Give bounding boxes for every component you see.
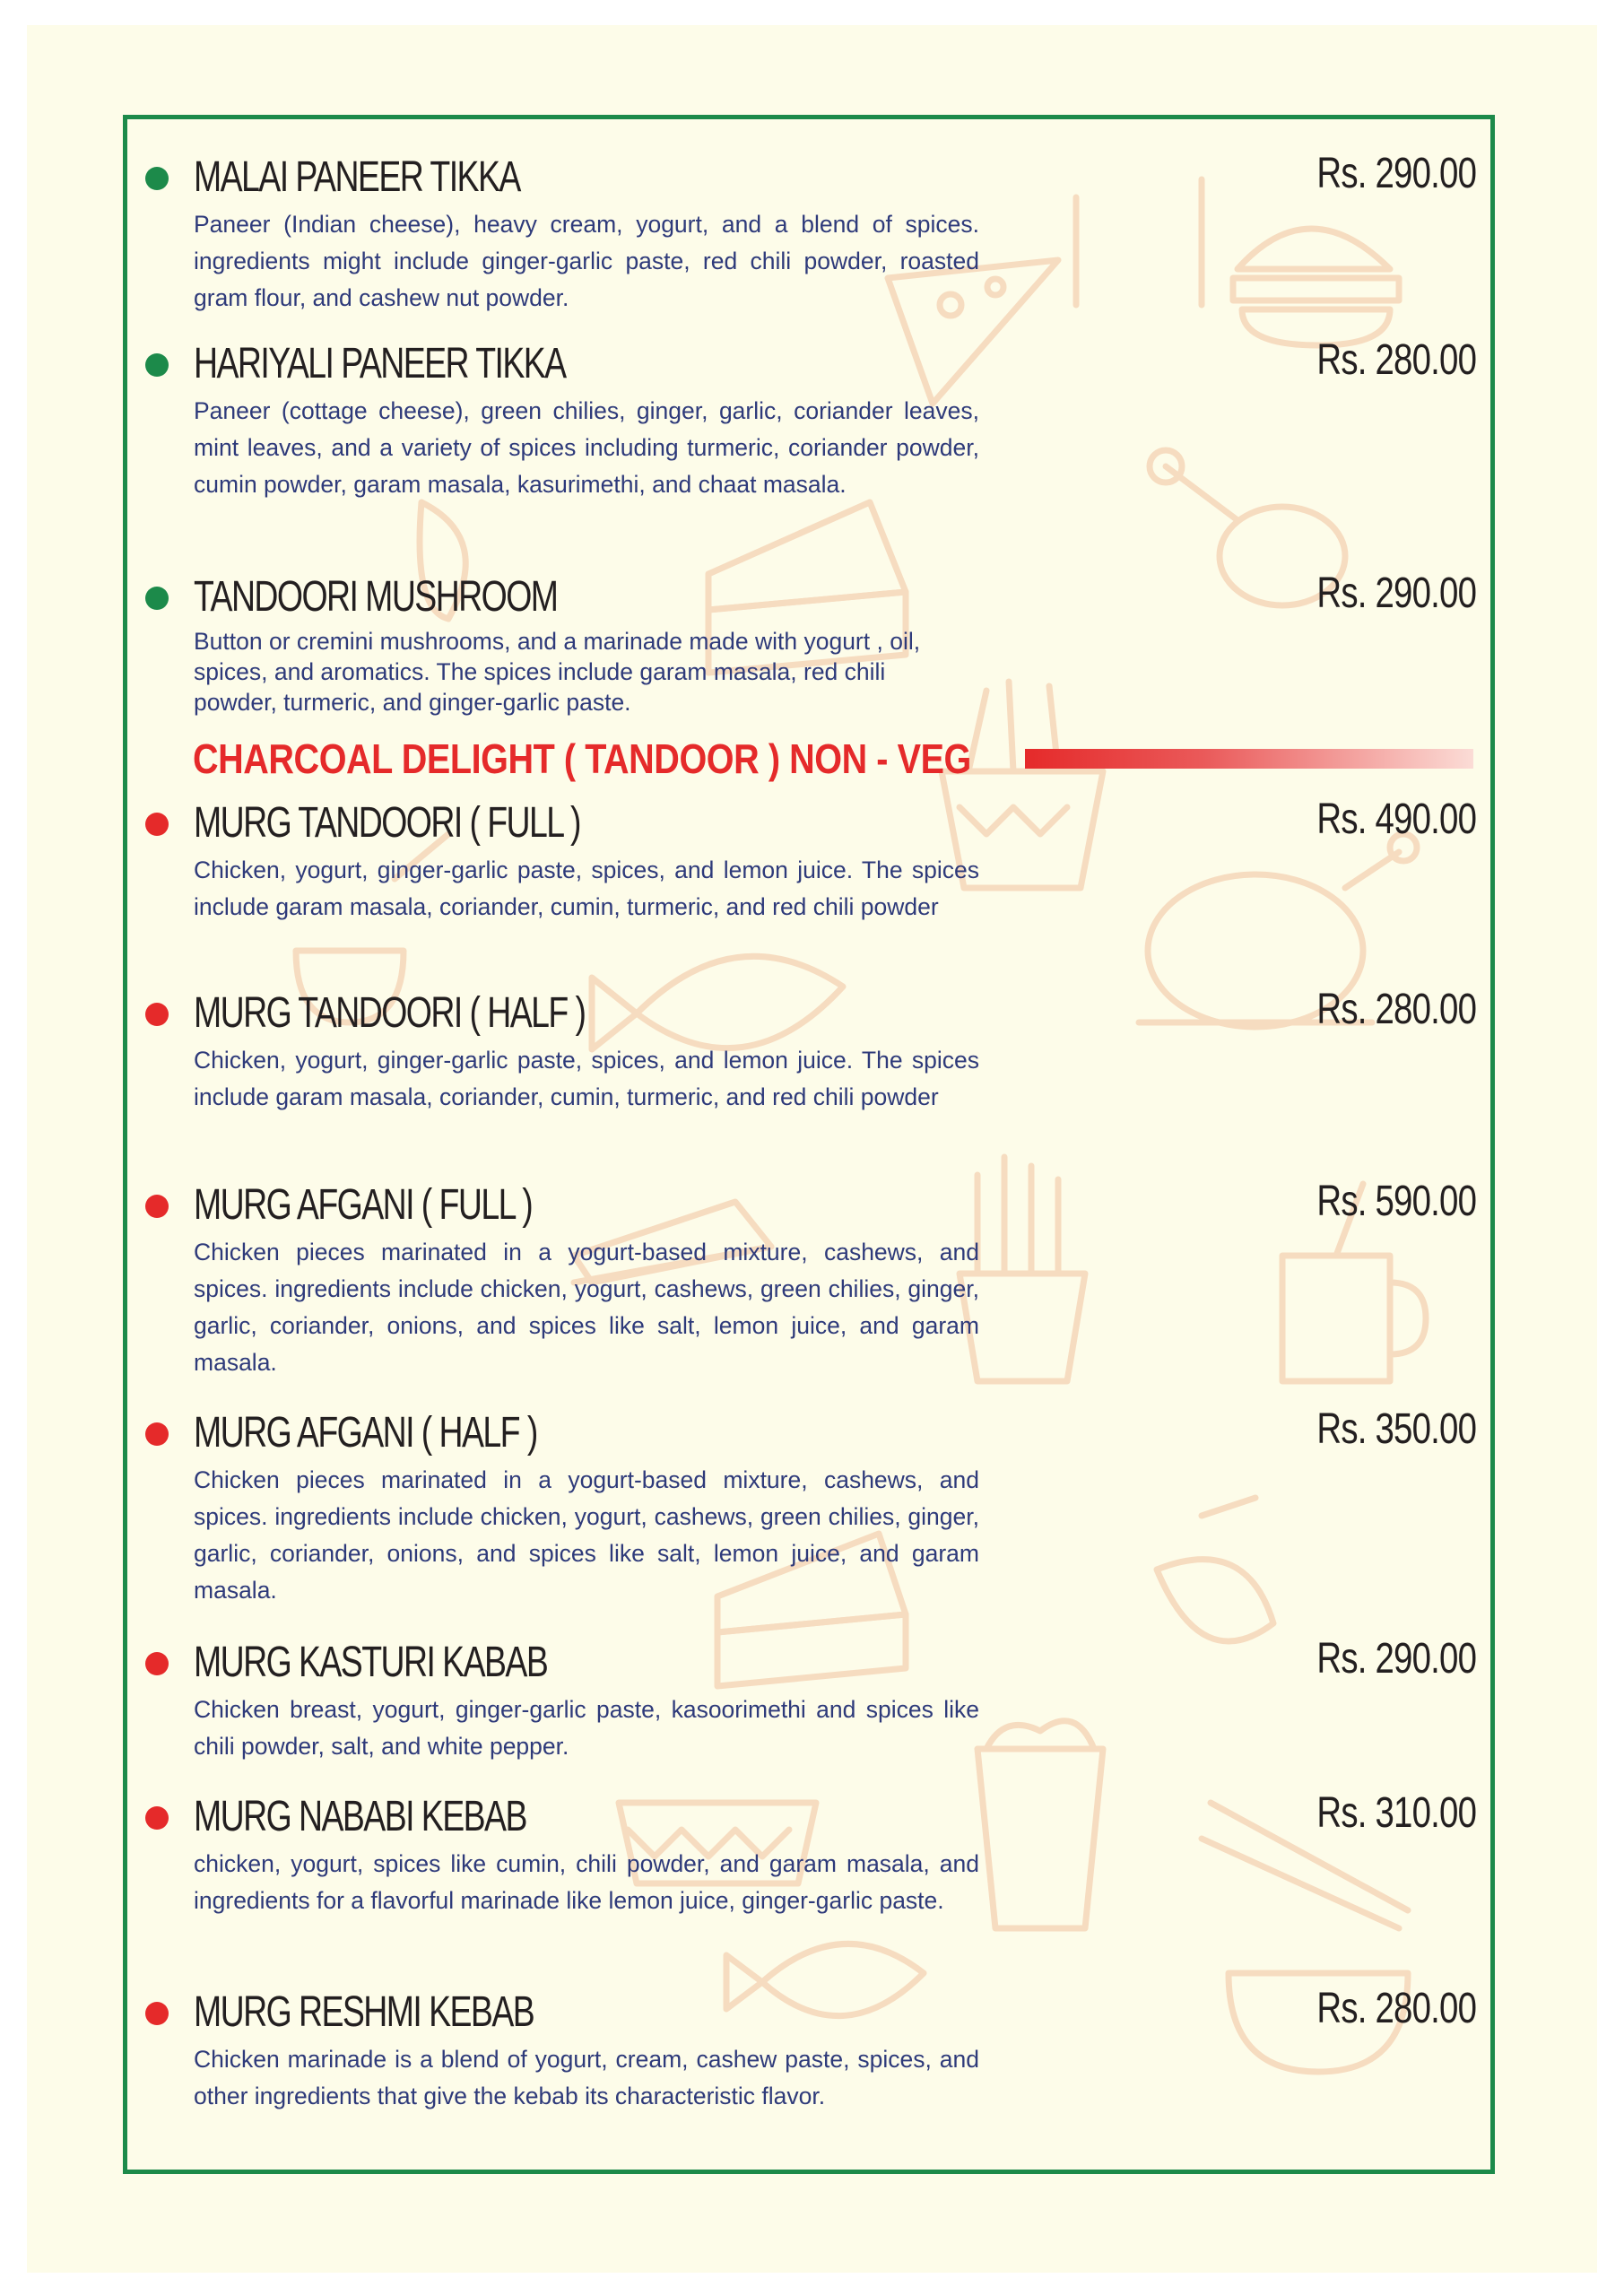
item-name: TANDOORI MUSHROOM	[194, 573, 558, 621]
item-description: Chicken pieces marinated in a yogurt-based mixture, cashews, and spices. ingredients include chicken, yogurt, cashews, green chilies, ginger, garlic, coriander, onions, and spices like salt, lemon juice, and garam masala.	[194, 1466, 979, 1604]
section-title-bar	[1025, 749, 1473, 769]
item-description: Chicken, yogurt, ginger-garlic paste, spices, and lemon juice. The spices include garam masala, coriander, cumin, turmeric, and red chili powder	[194, 1047, 979, 1110]
item-name: HARIYALI PANEER TIKKA	[194, 340, 566, 387]
item-price: Rs. 310.00	[1316, 1789, 1476, 1837]
item-price: Rs. 280.00	[1316, 336, 1476, 384]
item-price: Rs. 280.00	[1316, 1985, 1476, 2032]
item-price: Rs. 280.00	[1316, 986, 1476, 1033]
item-name: MURG AFGANI ( HALF )	[194, 1409, 537, 1457]
item-description: Button or cremini mushrooms, and a marinade made with yogurt , oil, spices, and aromatics. The spices include garam masala, red chili powder, turmeric, and ginger-garlic paste.	[194, 628, 921, 716]
item-name: MURG KASTURI KABAB	[194, 1639, 548, 1686]
nonveg-indicator-icon	[145, 1422, 169, 1446]
item-description: Chicken marinade is a blend of yogurt, cream, cashew paste, spices, and other ingredients that give the kebab its characteristic flavor.	[194, 2046, 979, 2109]
nonveg-indicator-icon	[145, 1195, 169, 1218]
item-description: Paneer (Indian cheese), heavy cream, yogurt, and a blend of spices. ingredients might include ginger-garlic paste, red chili powder, roasted gram flour, and cashew nut powder.	[194, 211, 979, 311]
nonveg-indicator-icon	[145, 1652, 169, 1675]
item-price: Rs. 290.00	[1316, 1635, 1476, 1683]
item-description: Chicken, yogurt, ginger-garlic paste, spices, and lemon juice. The spices include garam masala, coriander, cumin, turmeric, and red chili powder	[194, 857, 979, 920]
item-description: chicken, yogurt, spices like cumin, chili powder, and garam masala, and ingredients for a flavorful marinade like lemon juice, ginger-garlic paste.	[194, 1850, 979, 1914]
item-price: Rs. 350.00	[1316, 1405, 1476, 1453]
nonveg-indicator-icon	[145, 1806, 169, 1830]
item-name: MALAI PANEER TIKKA	[194, 153, 520, 201]
item-price: Rs. 290.00	[1316, 570, 1476, 617]
nonveg-indicator-icon	[145, 1003, 169, 1026]
item-price: Rs. 290.00	[1316, 150, 1476, 197]
item-name: MURG NABABI KEBAB	[194, 1793, 526, 1840]
item-description: Chicken pieces marinated in a yogurt-based mixture, cashews, and spices. ingredients include chicken, yogurt, cashews, green chilies, ginger, garlic, coriander, onions, and spices like salt, lemon juice, and garam masala.	[194, 1239, 979, 1376]
nonveg-indicator-icon	[145, 2002, 169, 2025]
item-name: MURG TANDOORI ( FULL )	[194, 799, 580, 847]
item-price: Rs. 590.00	[1316, 1178, 1476, 1225]
veg-indicator-icon	[145, 167, 169, 190]
item-name: MURG RESHMI KEBAB	[194, 1988, 534, 2036]
item-name: MURG AFGANI ( FULL )	[194, 1181, 533, 1229]
section-title: CHARCOAL DELIGHT ( TANDOOR ) NON - VEG	[193, 735, 971, 782]
item-description: Chicken breast, yogurt, ginger-garlic paste, kasoorimethi and spices like chili powder, salt, and white pepper.	[194, 1696, 979, 1760]
veg-indicator-icon	[145, 353, 169, 377]
nonveg-indicator-icon	[145, 813, 169, 836]
item-price: Rs. 490.00	[1316, 796, 1476, 843]
item-description: Paneer (cottage cheese), green chilies, ginger, garlic, coriander leaves, mint leaves, and a variety of spices including turmeric, coriander powder, cumin powder, garam masala, kasurimethi, and chaat masala.	[194, 397, 979, 498]
item-name: MURG TANDOORI ( HALF )	[194, 989, 586, 1037]
veg-indicator-icon	[145, 587, 169, 610]
